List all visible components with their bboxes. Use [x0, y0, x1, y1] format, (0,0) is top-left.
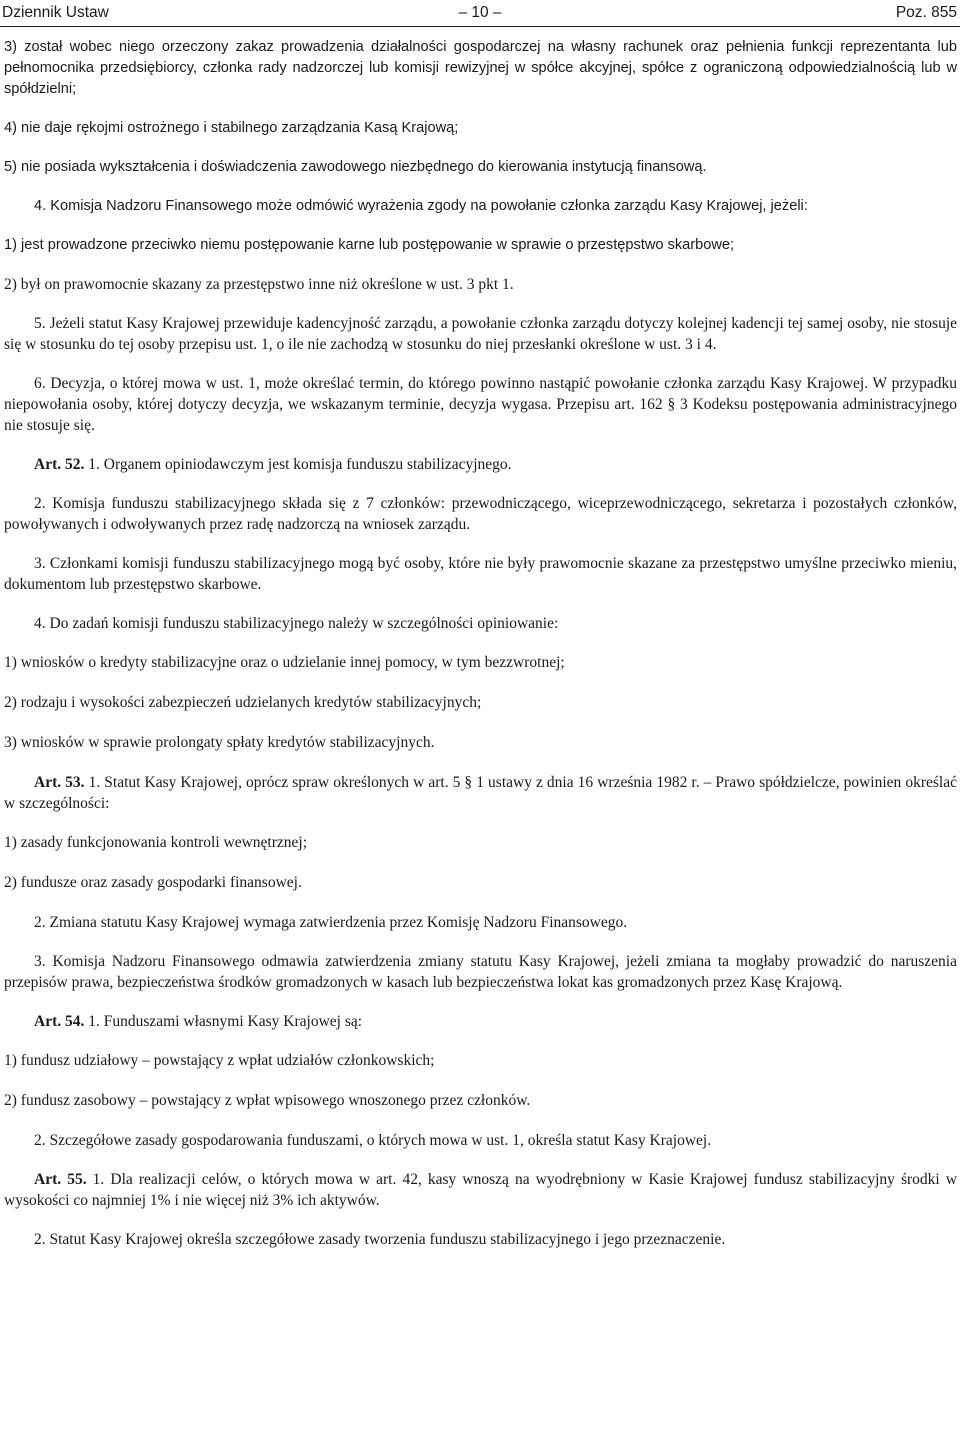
list-item: 1) jest prowadzone przeciwko niemu postępowanie karne lub postępowanie w sprawie o przestępstwo skarbowe; — [4, 237, 735, 253]
paragraph: 3. Członkami komisji funduszu stabilizacyjnego mogą być osoby, które nie były prawomocnie skazane za przestępstwo umyślne przeciwko mieniu, dokumentom lub przestępstwo skarbowe. — [4, 555, 957, 593]
paragraph: 5. Jeżeli statut Kasy Krajowej przewiduje kadencyjność zarządu, a powołanie członka zarządu dotyczy kolejnej kadencji tej samej osoby, nie stosuje się w stosunku do tej osoby przepisu ust. 1, o ile nie zachodzą w stosunku do niej przesłanki określone w ust. 3 i 4. — [4, 315, 957, 353]
list-item: 4) nie daje rękojmi ostrożnego i stabilnego zarządzania Kasą Krajową; — [4, 120, 459, 136]
article-text: 1. Dla realizacji celów, o których mowa w art. 42, kasy wnoszą na wyodrębniony w Kasie Krajowej fundusz stabilizacyjny środki w wysokości co najmniej 1% i nie więcej niż 3% ich aktywów. — [4, 1171, 958, 1209]
publication-title: Dziennik Ustaw — [2, 4, 109, 21]
paragraph: 4. Komisja Nadzoru Finansowego może odmówić wyrażenia zgody na powołanie członka zarządu Kasy Krajowej, jeżeli: — [34, 198, 808, 214]
list-item: 1) wniosków o kredyty stabilizacyjne oraz o udzielanie innej pomocy, w tym bezzwrotnej; — [4, 654, 565, 671]
list-item: 1) fundusz udziałowy – powstający z wpłat udziałów członkowskich; — [4, 1052, 435, 1069]
list-item: 5) nie posiada wykształcenia i doświadczenia zawodowego niezbędnego do kierowania instytucją finansową. — [4, 159, 707, 175]
paragraph: 2. Szczegółowe zasady gospodarowania funduszami, o których mowa w ust. 1, określa statut Kasy Krajowej. — [34, 1132, 712, 1149]
paragraph: 2. Zmiana statutu Kasy Krajowej wymaga zatwierdzenia przez Komisję Nadzoru Finansowego. — [34, 914, 628, 931]
article-label: Art. 54. — [34, 1013, 85, 1030]
page-header — [0, 0, 960, 26]
article-53 — [4, 772, 957, 814]
list-item: 2) rodzaju i wysokości zabezpieczeń udzielanych kredytów stabilizacyjnych; — [4, 694, 482, 711]
list-item: 3) został wobec niego orzeczony zakaz prowadzenia działalności gospodarczej na własny rachunek oraz pełnienia funkcji reprezentanta lub pełnomocnika przedsiębiorcy, członka rady nadzorczej lub komisji rewizyjnej w spółce akcyjnej, spółce z ograniczoną odpowiedzialnością lub w spółdzielni; — [4, 39, 957, 97]
list-item: 2) fundusze oraz zasady gospodarki finansowej. — [4, 874, 302, 891]
article-text: 1. Organem opiniodawczym jest komisja funduszu stabilizacyjnego. — [88, 456, 512, 473]
list-item: 2) był on prawomocnie skazany za przestępstwo inne niż określone w ust. 3 pkt 1. — [4, 276, 514, 293]
article-text: 1. Funduszami własnymi Kasy Krajowej są: — [88, 1013, 363, 1030]
article-label: Art. 52. — [34, 456, 85, 473]
article-label: Art. 55. — [34, 1171, 87, 1188]
paragraph: 2. Statut Kasy Krajowej określa szczegółowe zasady tworzenia funduszu stabilizacyjnego i jego przeznaczenie. — [34, 1231, 726, 1248]
article-54 — [4, 1011, 957, 1032]
list-item: 2) fundusz zasobowy – powstający z wpłat wpisowego wnoszonego przez członków. — [4, 1092, 531, 1109]
page-number: – 10 – — [458, 4, 502, 21]
paragraph: 6. Decyzja, o której mowa w ust. 1, może określać termin, do którego powinno nastąpić powołanie członka zarządu Kasy Krajowej. W przypadku niepowołania osoby, której dotyczy decyzja, we wskazanym terminie, decyzja wygasa. Przepisu art. 162 § 3 Kodeksu postępowania administracyjnego nie stosuje się. — [4, 375, 957, 434]
position-number: Poz. 855 — [895, 4, 957, 21]
article-label: Art. 53. — [34, 774, 85, 791]
document-body — [4, 37, 957, 1250]
list-item: 3) wniosków w sprawie prolongaty spłaty kredytów stabilizacyjnych. — [4, 734, 435, 751]
paragraph: 2. Komisja funduszu stabilizacyjnego składa się z 7 członków: przewodniczącego, wiceprzewodniczącego, sekretarza i pozostałych członków, powoływanych i odwoływanych przez radę nadzorczą na wniosek zarządu. — [4, 495, 957, 533]
article-52 — [4, 454, 957, 475]
paragraph: 4. Do zadań komisji funduszu stabilizacyjnego należy w szczególności opiniowanie: — [34, 615, 559, 632]
list-item: 1) zasady funkcjonowania kontroli wewnętrznej; — [4, 834, 308, 851]
article-55 — [4, 1169, 957, 1211]
article-text: 1. Statut Kasy Krajowej, oprócz spraw określonych w art. 5 § 1 ustawy z dnia 16 września 1982 r. – Prawo spółdzielcze, powinien określać w szczególności: — [4, 774, 957, 812]
paragraph: 3. Komisja Nadzoru Finansowego odmawia zatwierdzenia zmiany statutu Kasy Krajowej, jeżeli zmiana ta mogłaby prowadzić do naruszenia przepisów prawa, bezpieczeństwa środków gromadzonych w kasach lub bezpieczeństwa lokat kas gromadzonych przez Kasę Krajową. — [4, 953, 957, 991]
header-divider — [0, 26, 960, 27]
